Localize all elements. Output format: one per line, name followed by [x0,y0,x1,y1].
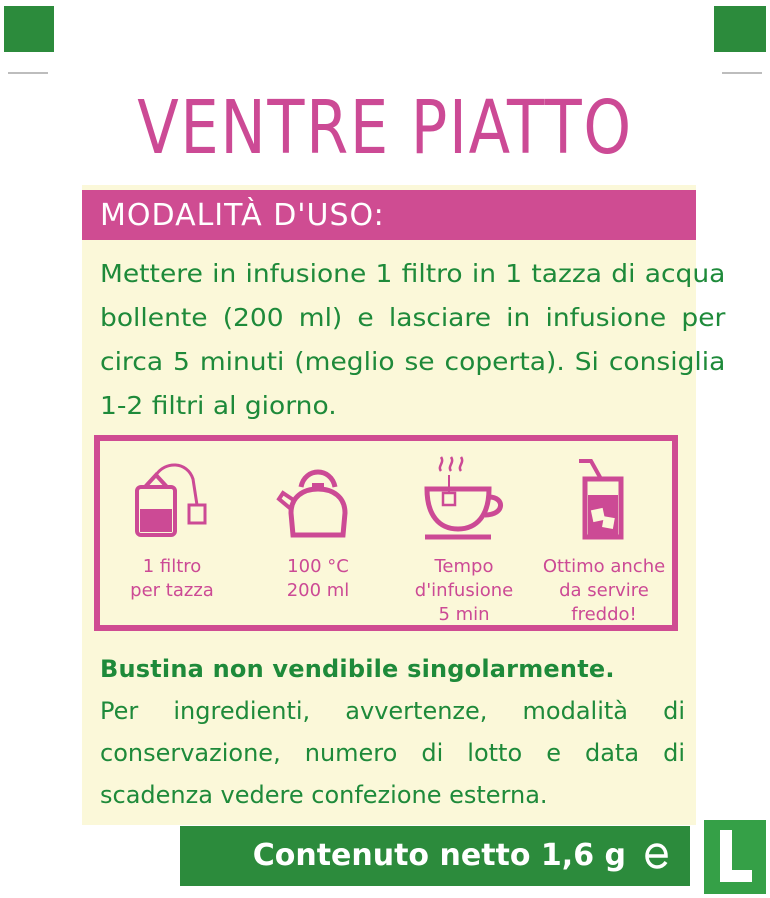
icon-label-line: freddo! [571,604,637,625]
icon-label-line: Tempo [434,556,494,577]
icon-label-line: 5 min [438,604,490,625]
icon-label-teabag [102,555,242,603]
kettle-icon [273,453,363,543]
icon-label-kettle [248,555,388,603]
teabag-icon [127,453,217,543]
preparation-icons-box [94,435,678,631]
logo-box [704,820,766,894]
icon-label-line: da servire [559,580,649,601]
product-title: VENTRE PIATTO [137,85,633,171]
icon-column-kettle [248,441,388,637]
icon-label-line: 100 °C [287,556,349,577]
estimated-sign-icon [642,839,672,873]
sale-notice-bold: Bustina non vendibile singolarmente. [100,655,615,683]
l-logo-icon [704,820,766,894]
cup-icon [419,453,509,543]
icon-column-cup [394,441,534,637]
icon-label-cup [394,555,534,627]
net-content-bar [180,826,690,886]
icon-label-line: d'infusione [414,580,514,601]
corner-square-left [4,6,54,52]
icon-column-teabag [102,441,242,637]
usage-heading: MODALITÀ D'USO: [100,198,385,233]
usage-instructions: Mettere in infusione 1 filtro in 1 tazza di acqua bollente (200 ml) e lasciare in infusione per circa 5 minuti (meglio se coperta). Si consiglia 1-2 filtri al giorno. [100,259,726,420]
icon-label-iced-drink [534,555,674,627]
corner-square-right [714,6,766,52]
icon-label-line: 200 ml [286,580,350,601]
icon-label-line: per tazza [130,580,214,601]
sale-notice-body: Per ingredienti, avvertenze, modalità di conservazione, numero di lotto e data di scadenza vedere confezione esterna. [100,697,685,809]
usage-heading-bar [82,190,696,240]
sale-notice [100,648,685,816]
divider-right [722,72,762,74]
net-content-text: Contenuto netto 1,6 g [252,838,626,873]
icon-label-line: 1 filtro [142,556,202,577]
iced-drink-icon [559,453,649,543]
icon-label-line: Ottimo anche [542,556,666,577]
divider-left [8,72,48,74]
icon-column-iced-drink [534,441,674,637]
